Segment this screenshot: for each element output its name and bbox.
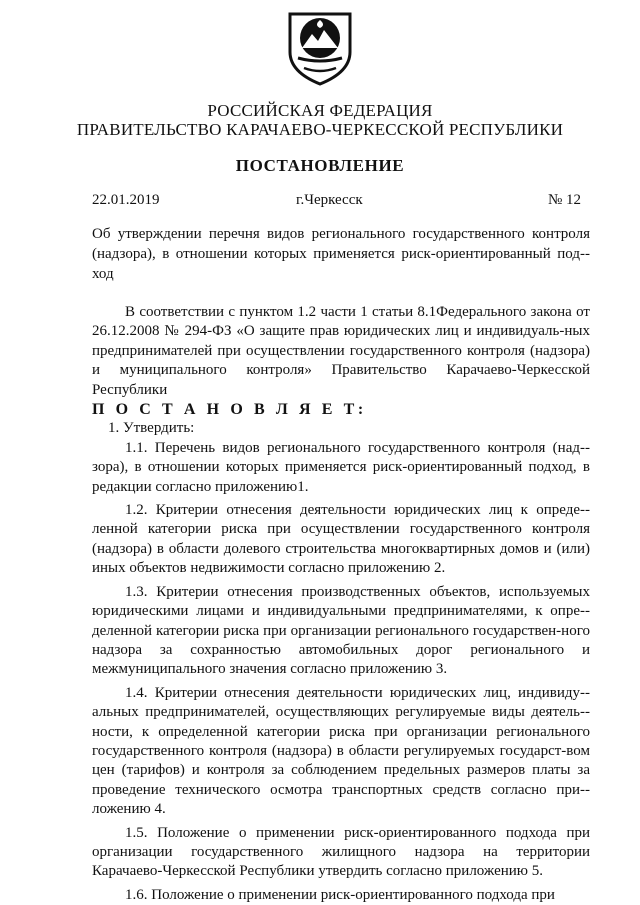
item-1-1: 1.1. Перечень видов регионального государственного контроля (над-зора), в отношении которых применяется риск-ориентированный подход, в редакции согласно приложению1.	[92, 439, 590, 495]
document-date: 22.01.2019	[92, 192, 160, 208]
coat-of-arms-emblem-icon	[284, 8, 356, 88]
item-1-2: 1.2. Критерии отнесения деятельности юридических лиц к опреде-ленной категории риска при осуществлении государственного контроля (надзора) в области долевого строительства многоквартирных домов и (или) иных объектов недвижимости согласно приложению 2.	[92, 502, 590, 577]
document-city: г.Черкесск	[296, 192, 363, 208]
header-country: РОССИЙСКАЯ ФЕДЕРАЦИЯ	[207, 101, 433, 120]
item-1-6: 1.6. Положение о применении риск-ориентированного подхода при	[125, 886, 555, 903]
header-government: ПРАВИТЕЛЬСТВО КАРАЧАЕВО-ЧЕРКЕССКОЙ РЕСПУБЛИКИ	[76, 120, 564, 139]
document-type-title: ПОСТАНОВЛЕНИЕ	[235, 156, 405, 175]
item-1-4: 1.4. Критерии отнесения деятельности юридических лиц, индивиду-альных предпринимателей, осуществляющих регулируемые виды деятель-ности, к определенной категории риска при организации регионального государственного контроля (надзора) в области регулируемых государст-вом цен (тарифов) и контроля за соблюдением предельных размеров платы за проведение технического осмотра транспортных средств согласно при-ложению 4.	[92, 684, 590, 818]
decree-word: П О С Т А Н О В Л Я Е Т:	[92, 401, 367, 419]
item-1-3: 1.3. Критерии отнесения производственных объектов, используемых юридическими лицами и индивидуальными предпринимателями, к опре-деленной категории риска при организации регионального государствен-ного надзора за сохранностью автомобильных дорог регионального и межмуниципального значения согласно приложению 3.	[92, 583, 590, 678]
item-1-5: 1.5. Положение о применении риск-ориентированного подхода при организации государственного жилищного надзора на территории Карачаево-Черкесской Республики утвердить согласно приложению 5.	[92, 824, 590, 880]
document-body	[92, 303, 590, 905]
preamble-paragraph: В соответствии с пунктом 1.2 части 1 статьи 8.1Федерального закона от 26.12.2008 № 294-ФЗ «О защите прав юридических лиц и индивидуаль-ных предпринимателей при осуществлении государственного контроля (надзора) и муниципального контроля» Правительство Карачаево-Черкесской Республики	[92, 304, 590, 398]
item-1: 1. Утвердить:	[108, 420, 195, 437]
document-number: № 12	[548, 192, 582, 208]
document-subject: Об утверждении перечня видов регионального государственного контроля (надзора), в отношении которых применяется риск-ориентированный под-ход	[92, 226, 590, 282]
